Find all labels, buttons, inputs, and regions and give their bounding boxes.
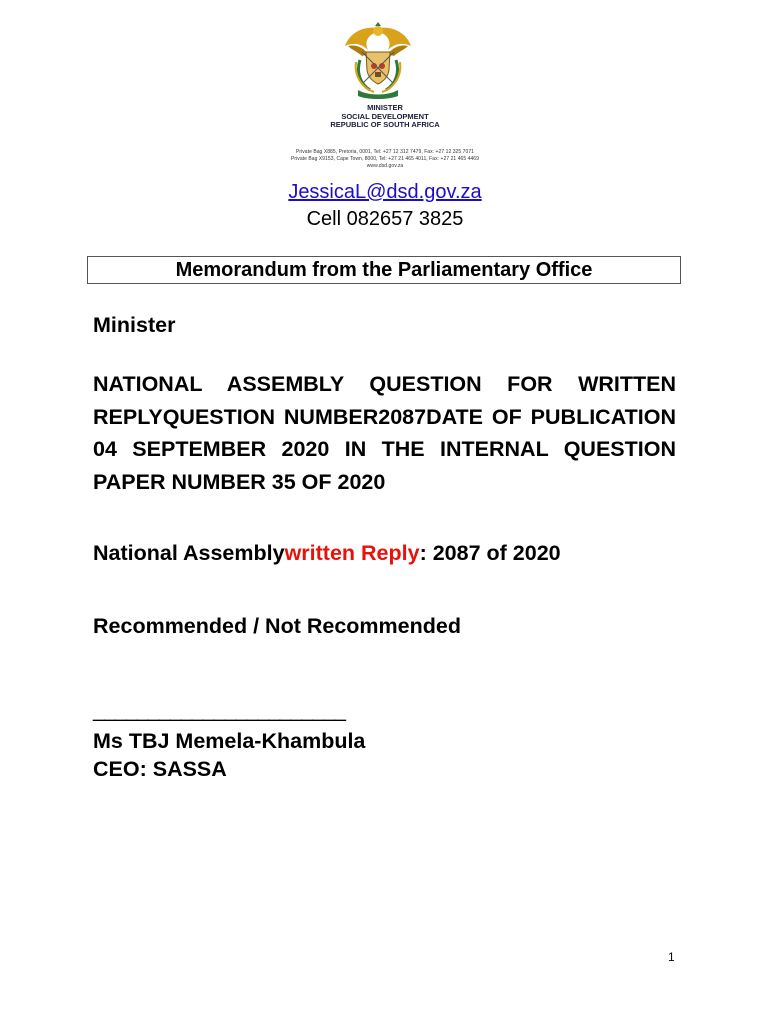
ministry-line: REPUBLIC OF SOUTH AFRICA bbox=[330, 120, 440, 129]
reply-highlight: written Reply bbox=[284, 541, 420, 565]
signer-title: CEO: SASSA bbox=[93, 757, 227, 781]
ministry-line: MINISTER bbox=[367, 103, 403, 112]
signer-name: Ms TBJ Memela-Khambula bbox=[93, 729, 366, 753]
recommendation: Recommended / Not Recommended bbox=[93, 614, 461, 638]
address-line: Private Bag X885, Pretoria, 0001, Tel: +27 12 312 7479, Fax: +27 12 325 7071 bbox=[295, 149, 474, 155]
contact-email-link[interactable]: JessicaL@dsd.gov.za bbox=[288, 181, 482, 203]
address-line: Private Bag X9153, Cape Town, 8000, Tel: +27 21 465 4011, Fax: +27 21 465 4469 bbox=[291, 156, 479, 162]
addressee: Minister bbox=[93, 313, 176, 337]
ministry-line: SOCIAL DEVELOPMENT bbox=[341, 111, 429, 121]
ministry-contacts bbox=[240, 149, 530, 170]
signer-block bbox=[93, 727, 676, 783]
contact-cell: Cell 082657 3825 bbox=[306, 208, 464, 230]
coat-of-arms-icon bbox=[342, 22, 414, 100]
reply-suffix: : 2087 of 2020 bbox=[419, 541, 561, 565]
reply-line bbox=[93, 541, 676, 566]
signature-line: _______________________ bbox=[93, 698, 346, 722]
ministry-name bbox=[260, 104, 510, 130]
address-line: www.dsd.gov.za bbox=[366, 163, 404, 169]
question-heading: NATIONAL ASSEMBLY QUESTION FOR WRITTEN REPLYQUESTION NUMBER2087DATE OF PUBLICATION 04 SEPTEMBER 2020 IN THE INTERNAL QUESTION PAPER NUMBER 35 OF 2020 bbox=[93, 372, 676, 494]
reply-prefix: National Assembly bbox=[93, 541, 285, 565]
memo-title: Memorandum from the Parliamentary Office bbox=[87, 256, 681, 284]
page-number: 1 bbox=[668, 950, 675, 964]
